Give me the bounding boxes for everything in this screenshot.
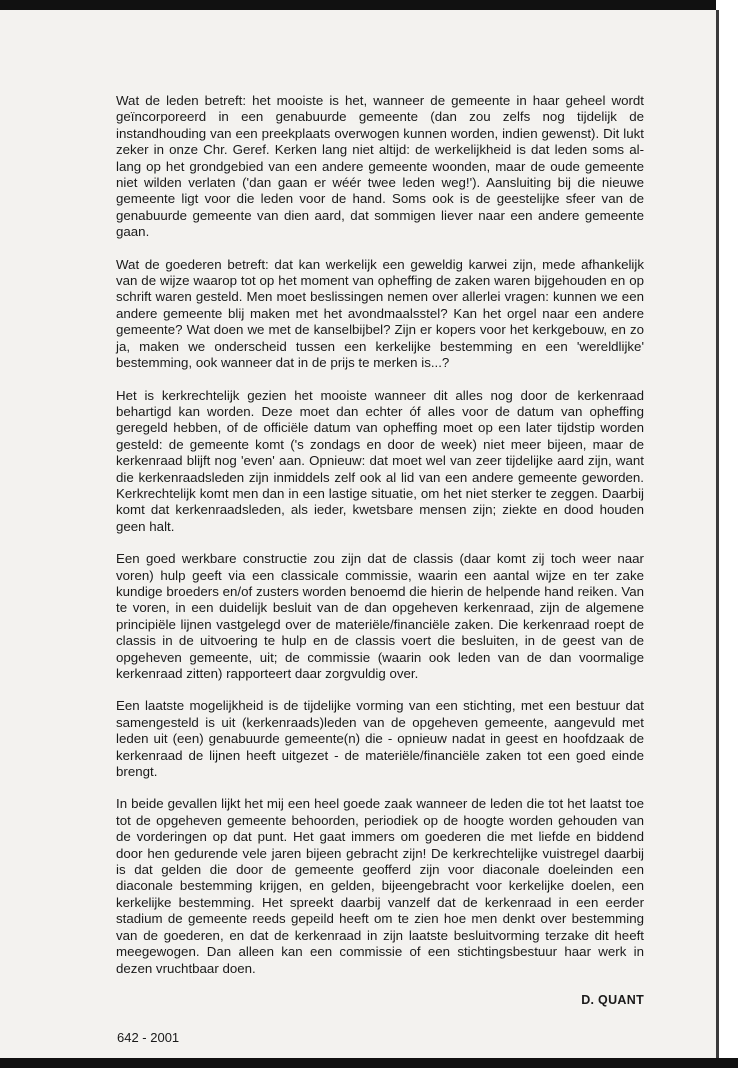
paragraph-stichting: Een laatste mogelijkheid is de tijdelijke vorming van een stichting, met een bestuur dat samengesteld is uit (kerkenraads)leden van de opgeheven gemeente, aangevuld met leden uit (een) genabuurde gemeente(n) die - opnieuw nadat in geest en hoofdzaak de kerkenraad de lijnen heeft uitgezet - de materiële/financiële zaken tot een goed einde brengt.: [116, 698, 644, 780]
paragraph-leden: Wat de leden betreft: het mooiste is het, wanneer de gemeente in haar geheel wordt geïncorporeerd in een genabuurde gemeente (dan zou zelfs nog tijdelijk de instandhouding van een preekplaats overwogen kunnen worden, indien gewenst). Dit lukt zeker in onze Chr. Geref. Kerken lang niet altijd: de werkelijkheid is dat leden soms al-lang op het grondgebied van een andere gemeente woonden, maar de oude gemeente niet wilden verlaten ('dan gaan er wéér twee leden weg!'). Aansluiting bij die nieuwe gemeente ligt voor die leden voor de hand. Soms ook is de geestelijke sfeer van de genabuurde gemeente van dien aard, dat sommigen liever naar een andere gemeente gaan.: [116, 93, 644, 240]
scan-border-right: [716, 10, 719, 1058]
paragraph-classis: Een goed werkbare constructie zou zijn dat de classis (daar komt zij toch weer naar voren) hulp geeft via een classicale commissie, waarin een aantal wijze en ter zake kundige broeders en/of zusters worden benoemd die hierin de helpende hand reiken. Van te voren, in een duidelijk besluit van de dan opgeheven kerkenraad, zijn de algemene principiële lijnen vastgelegd over de materiële/financiële zaken. Die kerkenraad roept de classis in de uitvoering te hulp en de classis voert die besluiten, in de geest van de opgeheven gemeente, uit; de commissie (waarin ook leden van de dan voormalige kerkenraad zitten) rapporteert daar zorgvuldig over.: [116, 551, 644, 681]
scan-border-bottom: [0, 1058, 738, 1068]
author-signature: D. QUANT: [581, 993, 644, 1007]
page-number: 642 - 2001: [117, 1030, 180, 1045]
scan-margin-right: [716, 0, 738, 1068]
article-body: [116, 93, 644, 993]
paragraph-goederen: Wat de goederen betreft: dat kan werkelijk een geweldig karwei zijn, mede afhankelijk van de wijze waarop tot op het moment van opheffing de zaken waren bijgehouden en op schrift waren gesteld. Men moet beslissingen nemen over allerlei vragen: kunnen we een andere gemeente blij maken met het avondmaalsstel? Kan het orgel naar een andere gemeente? Wat doen we met de kanselbijbel? Zijn er kopers voor het kerkgebouw, en zo ja, maken we onderscheid tussen een kerkelijke bestemming en een 'wereldlijke' bestemming, ook wanneer dat in de prijs te merken is...?: [116, 256, 644, 371]
scan-border-top: [0, 0, 738, 10]
paragraph-conclusie: In beide gevallen lijkt het mij een heel goede zaak wanneer de leden die tot het laatst toe tot de opgeheven gemeente behoorden, periodiek op de hoogte worden gehouden van de vorderingen op dat punt. Het gaat immers om goederen die met liefde en biddend door hen gedurende vele jaren bijeen gebracht zijn! De kerkrechtelijke vuistregel daarbij is dat gelden die door de gemeente geofferd zijn voor diaconale doeleinden een diaconale bestemming krijgen, en gelden, bijeengebracht voor kerkelijke doelen, een kerkelijke bestemming. Het spreekt daarbij vanzelf dat de kerkenraad in een eerder stadium de gemeente reeds gepeild heeft om te zien hoe men denkt over bestemming van de goederen, en dat de kerkenraad in zijn laatste besluitvorming terzake dit heeft meegewogen. Dan alleen kan een commissie of een stichtingsbestuur haar werk in dezen vruchtbaar doen.: [116, 796, 644, 976]
paragraph-kerkenraad: Het is kerkrechtelijk gezien het mooiste wanneer dit alles nog door de kerkenraad behartigd kan worden. Deze moet dan echter óf alles voor de datum van opheffing geregeld hebben, of de officiële datum van opheffing moet op een later tijdstip worden gesteld: de gemeente komt ('s zondags en door de week) niet meer bijeen, maar de kerkenraad blijft nog 'even' aan. Opnieuw: dat moet wel van zeer tijdelijke aard zijn, want die kerkenraadsleden zijn inmiddels zelf ook al lid van een andere gemeente geworden. Kerkrechtelijk komt men dan in een lastige situatie, om het niet sterker te zeggen. Daarbij komt dat kerkenraadsleden, als ieder, kwetsbare mensen zijn; ziekte en dood houden geen halt.: [116, 387, 644, 534]
